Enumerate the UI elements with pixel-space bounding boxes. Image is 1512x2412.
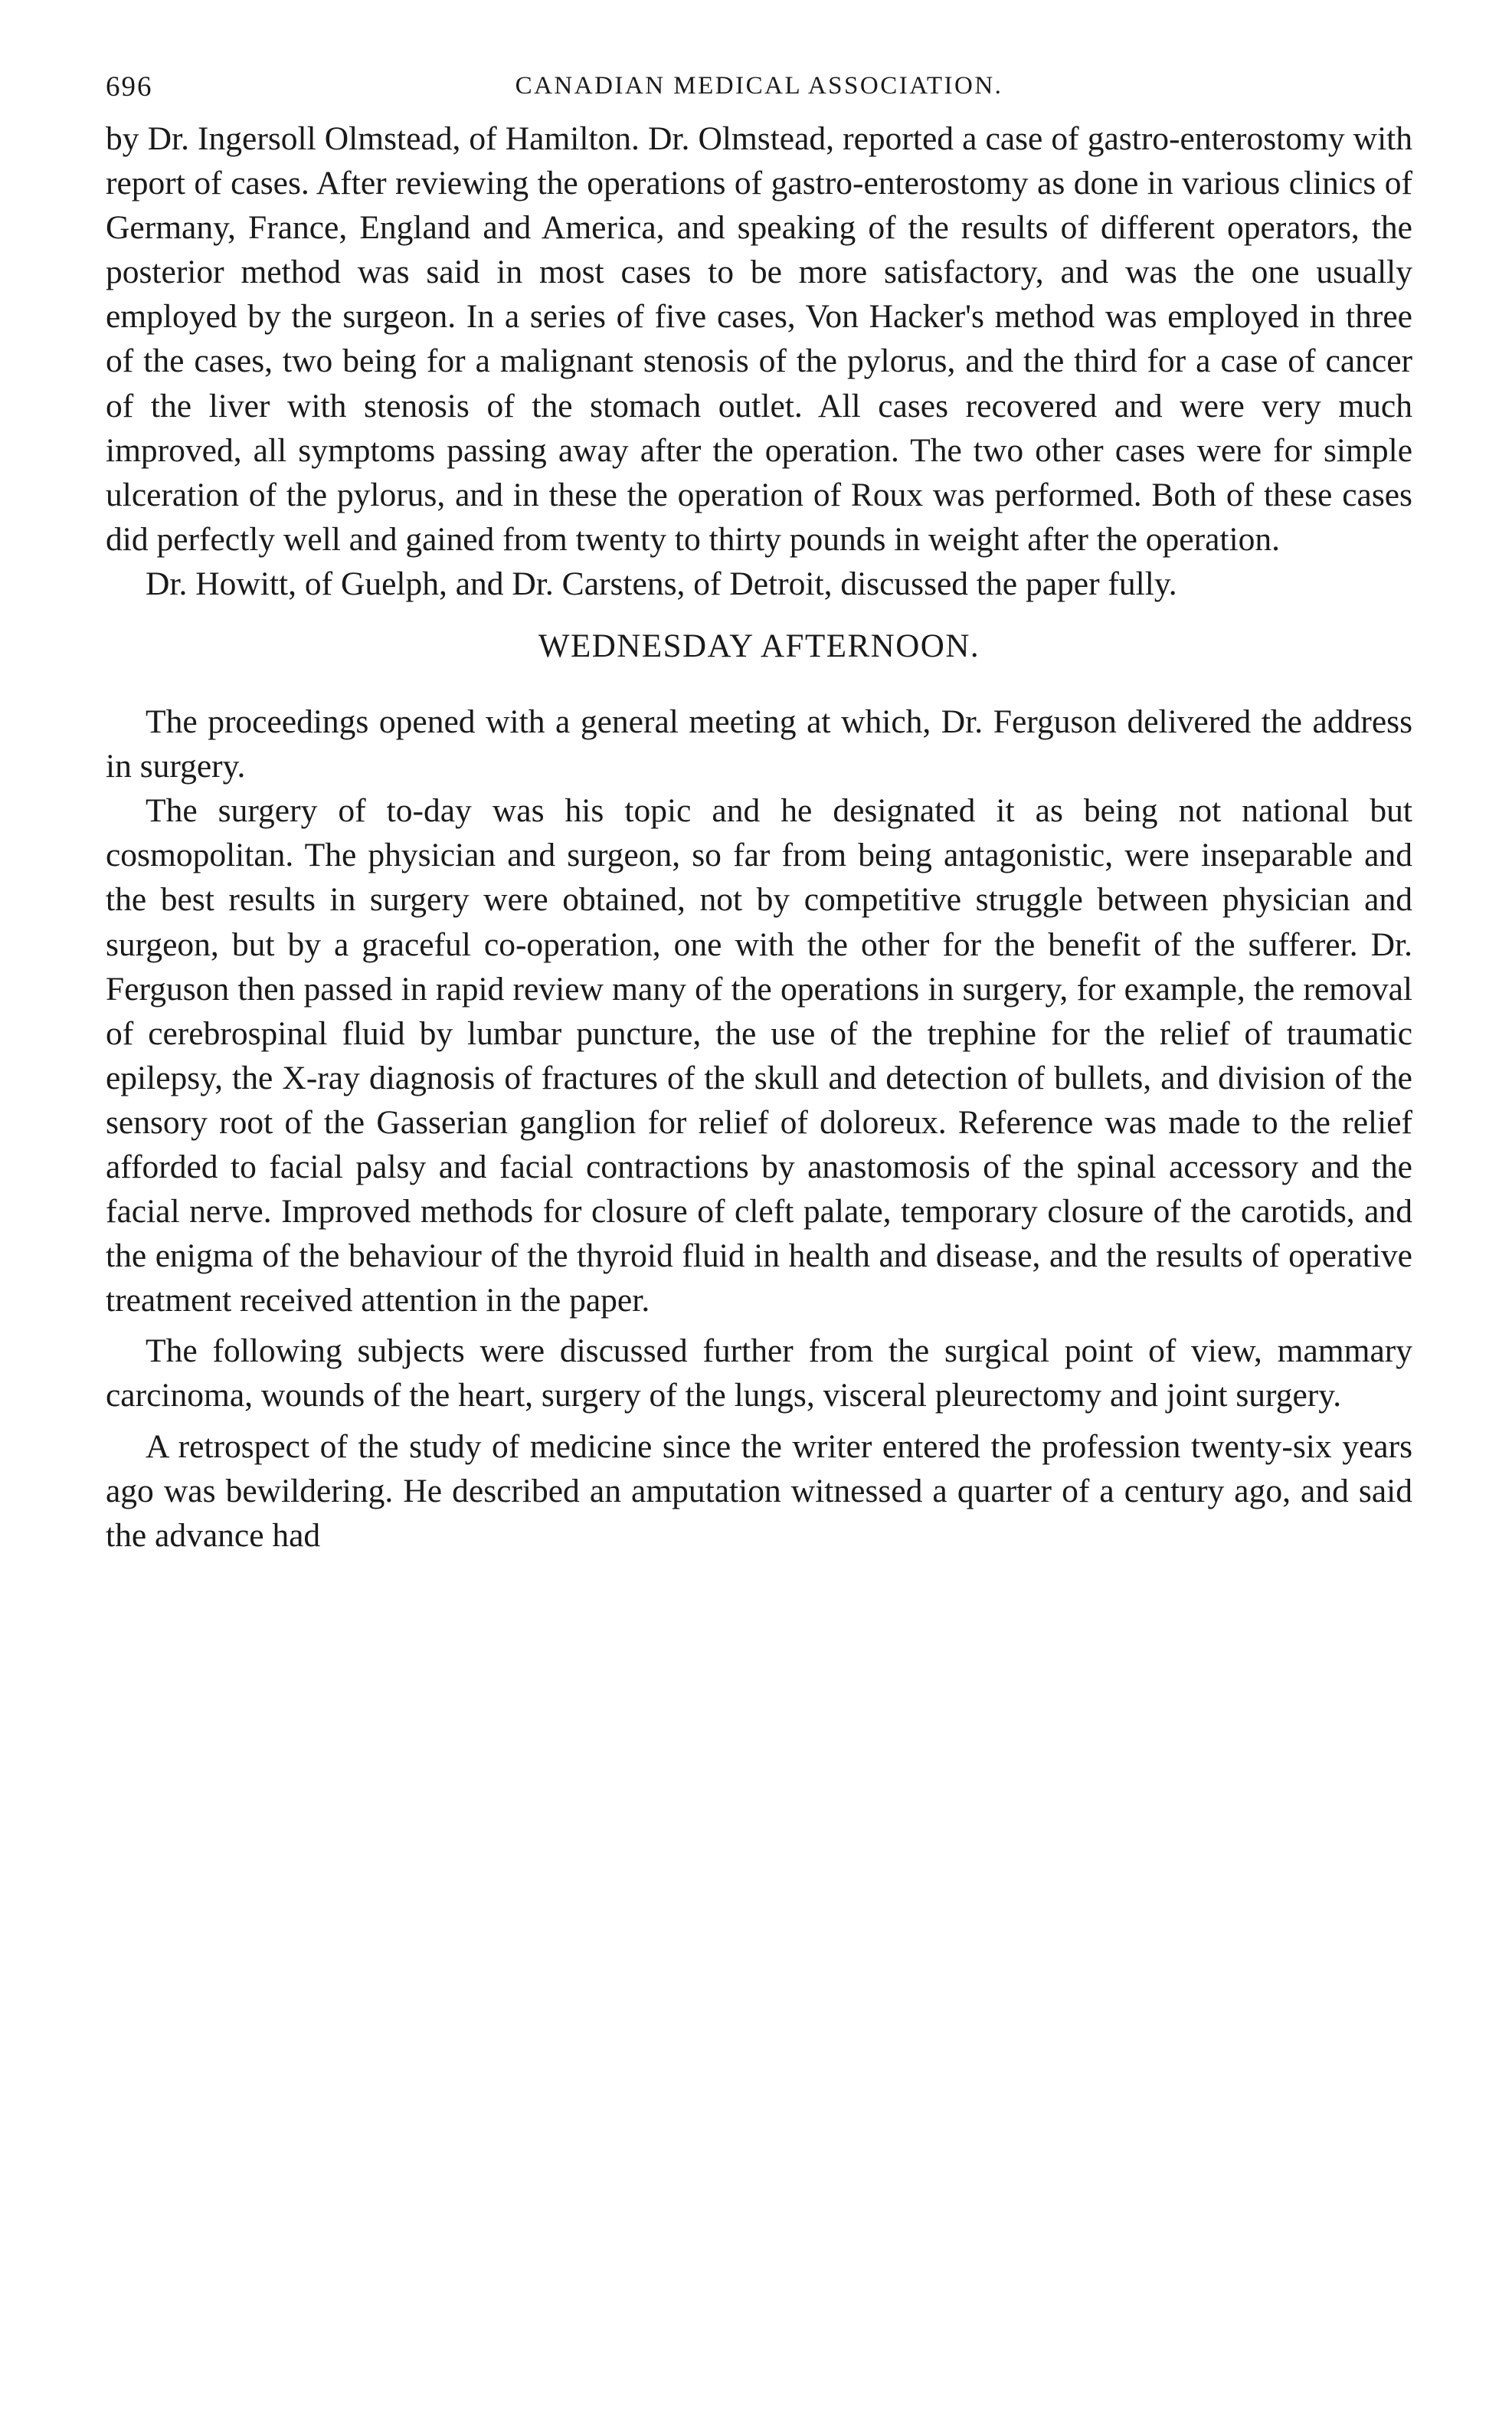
running-title: CANADIAN MEDICAL ASSOCIATION. <box>515 72 1003 100</box>
running-header <box>106 70 1412 116</box>
document-page <box>106 70 1412 1558</box>
paragraph-proceedings: The proceedings opened with a general meeting at which, Dr. Ferguson delivered the address in surgery. <box>106 703 1412 785</box>
section-heading: WEDNESDAY AFTERNOON. <box>538 628 980 665</box>
paragraph-continued: by Dr. Ingersoll Olmstead, of Hamilton. Dr. Olmstead, reported a case of gastro-enterostomy with report of cases. After reviewing the operations of gastro-enterostomy as done in various clinics of Germany, France, England and America, and speaking of the results of different operators, the posterior method was said in most cases to be more satisfactory, and was the one usually employed by the surgeon. In a series of five cases, Von Hacker's method was employed in three of the cases, two being for a malignant stenosis of the pylorus, and the third for a case of cancer of the liver with stenosis of the stomach outlet. All cases recovered and were very much improved, all symptoms passing away after the operation. The two other cases were for simple ulceration of the pylorus, and in these the operation of Roux was performed. Both of these cases did perfectly well and gained from twenty to thirty pounds in weight after the operation. <box>106 120 1412 558</box>
paragraph-discussion: Dr. Howitt, of Guelph, and Dr. Carstens, of Detroit, discussed the paper fully. <box>146 565 1177 602</box>
body-text <box>106 116 1412 1558</box>
paragraph-surgery-address: The surgery of to-day was his topic and he designated it as being not national but cosmopolitan. The physician and surgeon, so far from being antagonistic, were inseparable and the best results in surgery were obtained, not by competitive struggle between physician and surgeon, but by a graceful co-operation, one with the other for the benefit of the sufferer. Dr. Ferguson then passed in rapid review many of the operations in surgery, for example, the removal of cerebrospinal fluid by lumbar puncture, the use of the trephine for the relief of traumatic epilepsy, the X-ray diagnosis of fractures of the skull and detection of bullets, and division of the sensory root of the Gasserian ganglion for relief of doloreux. Reference was made to the relief afforded to facial palsy and facial contractions by anastomosis of the spinal accessory and the facial nerve. Improved methods for closure of cleft palate, temporary closure of the carotids, and the enigma of the behaviour of the thyroid fluid in health and disease, and the results of operative treatment received attention in the paper. <box>106 792 1412 1319</box>
paragraph-retrospect: A retrospect of the study of medicine since the writer entered the profession twenty-six years ago was bewildering. He described an amputation witnessed a quarter of a century ago, and said the advance had <box>106 1427 1412 1554</box>
paragraph-subjects-discussed: The following subjects were discussed further from the surgical point of view, mammary carcinoma, wounds of the heart, surgery of the lungs, visceral pleurectomy and joint surgery. <box>106 1332 1412 1414</box>
page-number: 696 <box>106 71 153 103</box>
